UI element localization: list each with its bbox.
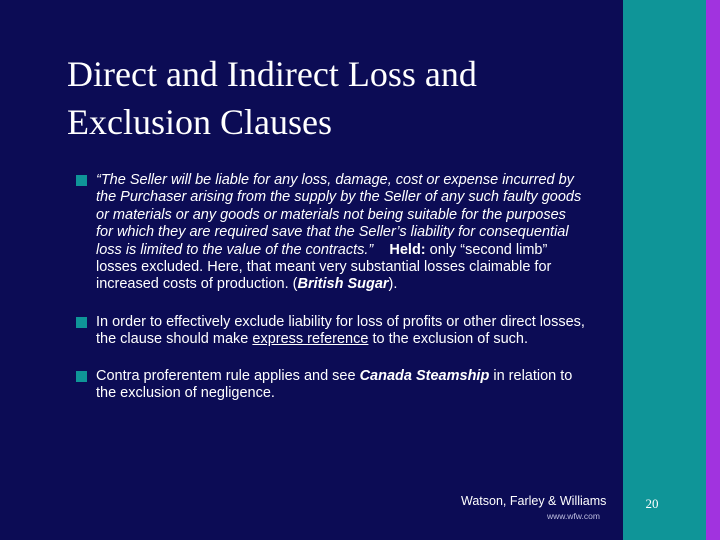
page-number: 20 bbox=[645, 496, 659, 511]
logo-name: Watson, Farley & Williams bbox=[461, 494, 607, 508]
purple-edge-strip bbox=[706, 0, 720, 540]
clause-quote: “The Seller will be liable for any loss, damage, cost or expense incurred by the Purchaser arising from the supply by the Seller of any such faulty goods or materials or any goods or materials not being suitable for the purposes for which they are required save that the Seller’s liability for consequential loss is limited to the value of the contracts.” bbox=[96, 172, 582, 258]
bullet-item-contract-clause bbox=[76, 172, 586, 294]
bullet-text-after: to the exclusion of such. bbox=[368, 331, 529, 348]
case-name-british-sugar: British Sugar bbox=[297, 276, 389, 293]
square-bullet-icon bbox=[76, 175, 87, 186]
bullet-item-contra-proferentem bbox=[76, 368, 586, 403]
teal-side-band bbox=[623, 0, 706, 540]
case-name-canada-steamship: Canada Steamship bbox=[359, 367, 490, 384]
square-bullet-icon bbox=[76, 317, 87, 328]
bullet-text-before: Contra proferentem rule applies and see bbox=[96, 367, 360, 384]
held-label: Held: bbox=[389, 241, 426, 258]
company-logo bbox=[461, 494, 611, 521]
held-text: only “second limb” losses excluded. Here, that meant very substantial losses claimable for increased costs of production. ( bbox=[96, 241, 552, 293]
logo-url: www.wfw.com bbox=[547, 511, 600, 521]
square-bullet-icon bbox=[76, 371, 87, 382]
bullet-item-express-reference bbox=[76, 314, 586, 349]
slide-title: Direct and Indirect Loss and Exclusion Clauses bbox=[67, 54, 477, 142]
underlined-express-reference: express reference bbox=[252, 331, 369, 348]
bullet-text-before: In order to effectively exclude liability for loss of profits or other direct losses, the clause should make bbox=[96, 313, 585, 348]
closing-text: ). bbox=[388, 276, 398, 293]
bullet-list bbox=[76, 172, 586, 402]
bullet-text-after: in relation to the exclusion of negligence. bbox=[96, 367, 573, 402]
